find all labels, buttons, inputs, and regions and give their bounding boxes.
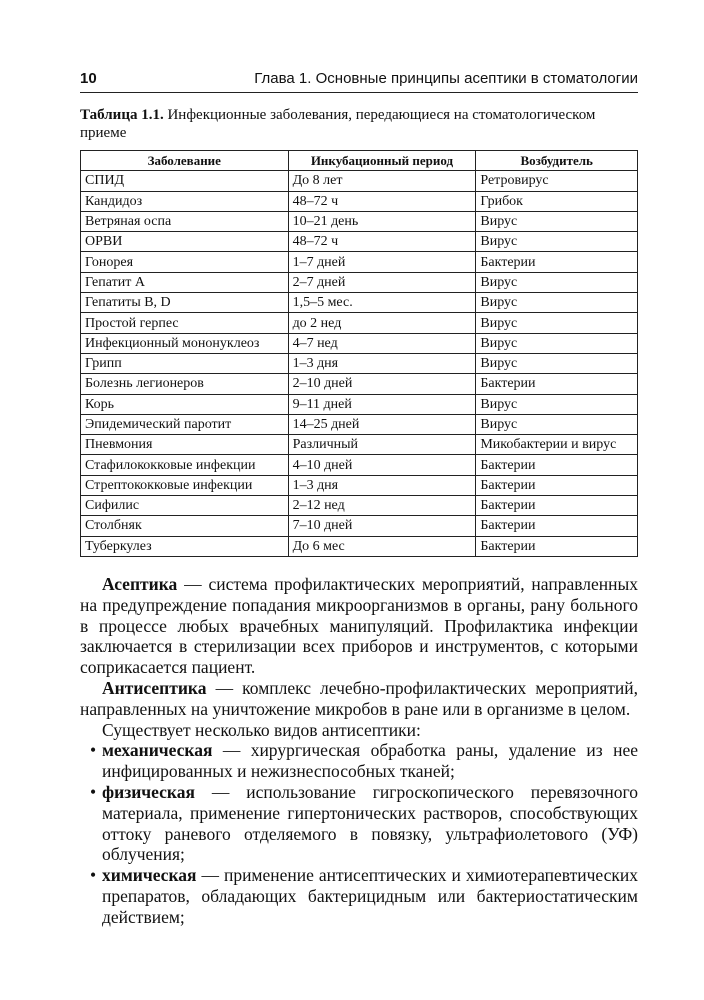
body-text	[80, 574, 638, 928]
asepsis-term: Асептика	[102, 574, 178, 594]
table-row	[81, 313, 638, 333]
cell-incubation: 1,5–5 мес.	[288, 293, 476, 313]
cell-pathogen: Вирус	[476, 293, 638, 313]
column-header-incubation: Инкубационный период	[288, 151, 476, 171]
types-intro: Существует несколько видов антисептики:	[102, 719, 421, 740]
cell-incubation: 9–11 дней	[288, 394, 476, 414]
bullet-icon: •	[90, 740, 97, 761]
cell-pathogen: Бактерии	[476, 374, 638, 394]
table-row	[81, 293, 638, 313]
cell-incubation: 48–72 ч	[288, 232, 476, 252]
table-row	[81, 211, 638, 231]
cell-incubation: 2–7 дней	[288, 272, 476, 292]
cell-incubation: 14–25 дней	[288, 414, 476, 434]
cell-disease: Корь	[81, 394, 289, 414]
cell-disease: ОРВИ	[81, 232, 289, 252]
cell-pathogen: Ретровирус	[476, 171, 638, 191]
cell-pathogen: Вирус	[476, 232, 638, 252]
type-description: — применение антисептических и химиотерапевтических препаратов, обладающих бактерицидным или бактериостатическим действием;	[102, 865, 638, 927]
cell-incubation: 1–3 дня	[288, 475, 476, 495]
diseases-table	[80, 150, 638, 557]
table-caption	[80, 106, 638, 142]
cell-pathogen: Бактерии	[476, 252, 638, 272]
page-number: 10	[80, 70, 97, 87]
cell-incubation: 4–7 нед	[288, 333, 476, 353]
table-row	[81, 496, 638, 516]
cell-pathogen: Микобактерии и вирус	[476, 435, 638, 455]
cell-disease: Гонорея	[81, 252, 289, 272]
table-row	[81, 191, 638, 211]
cell-incubation: 48–72 ч	[288, 191, 476, 211]
table-row	[81, 171, 638, 191]
type-description: — использование гигроскопического перевязочного материала, применение гипертонических растворов, способствующих оттоку раневого отделяемого в повязку, ультрафиолетового (УФ) облучения;	[102, 781, 638, 865]
table-row	[81, 333, 638, 353]
table-row	[81, 435, 638, 455]
cell-disease: Гепатиты В, D	[81, 293, 289, 313]
cell-pathogen: Бактерии	[476, 455, 638, 475]
asepsis-definition: — система профилактических мероприятий, направленных на предупреждение попадания микроорганизмов в органы, рану больного в процессе любых врачебных манипуляций. Профилактика инфекции заключается в стерилизации всех приборов и инструментов, с которыми соприкасается пациент.	[80, 574, 638, 678]
chapter-title: Глава 1. Основные принципы асептики в стоматологии	[254, 70, 638, 87]
cell-pathogen: Бактерии	[476, 516, 638, 536]
type-term: физическая	[102, 781, 195, 802]
cell-disease: Стрептококковые инфекции	[81, 475, 289, 495]
table-row	[81, 414, 638, 434]
cell-pathogen: Вирус	[476, 211, 638, 231]
asepsis-paragraph	[80, 574, 638, 678]
cell-pathogen: Вирус	[476, 353, 638, 373]
cell-disease: Ветряная оспа	[81, 211, 289, 231]
table-row	[81, 374, 638, 394]
antisepsis-definition: — комплекс лечебно-профилактических мероприятий, направленных на уничтожение микробов в ране или в организме в целом.	[80, 677, 638, 719]
antisepsis-paragraph	[80, 678, 638, 720]
bullet-icon: •	[90, 781, 97, 802]
cell-incubation: 1–3 дня	[288, 353, 476, 373]
bullet-icon: •	[90, 865, 97, 886]
cell-incubation: Различный	[288, 435, 476, 455]
list-item	[80, 740, 638, 782]
cell-disease: СПИД	[81, 171, 289, 191]
type-description: — хирургическая обработка раны, удаление из нее инфицированных и нежизнеспособных тканей;	[102, 740, 638, 782]
table-row	[81, 516, 638, 536]
cell-disease: Грипп	[81, 353, 289, 373]
cell-pathogen: Вирус	[476, 272, 638, 292]
type-term: механическая	[102, 740, 213, 761]
cell-disease: Туберкулез	[81, 536, 289, 556]
cell-incubation: 1–7 дней	[288, 252, 476, 272]
cell-incubation: 2–12 нед	[288, 496, 476, 516]
table-row	[81, 455, 638, 475]
column-header-disease: Заболевание	[81, 151, 289, 171]
table-caption-text: Инфекционные заболевания, передающиеся на стоматологическом приеме	[80, 107, 596, 141]
table-row	[81, 353, 638, 373]
cell-disease: Пневмония	[81, 435, 289, 455]
cell-disease: Эпидемический паротит	[81, 414, 289, 434]
cell-pathogen: Вирус	[476, 333, 638, 353]
cell-pathogen: Грибок	[476, 191, 638, 211]
cell-incubation: 2–10 дней	[288, 374, 476, 394]
table-body	[81, 171, 638, 557]
cell-disease: Гепатит А	[81, 272, 289, 292]
table-row	[81, 252, 638, 272]
cell-disease: Болезнь легионеров	[81, 374, 289, 394]
table-row	[81, 394, 638, 414]
table-caption-label: Таблица 1.1.	[80, 107, 164, 123]
cell-disease: Кандидоз	[81, 191, 289, 211]
cell-pathogen: Бактерии	[476, 496, 638, 516]
cell-disease: Столбняк	[81, 516, 289, 536]
running-header	[80, 70, 638, 93]
cell-pathogen: Вирус	[476, 313, 638, 333]
cell-incubation: до 2 нед	[288, 313, 476, 333]
column-header-pathogen: Возбудитель	[476, 151, 638, 171]
cell-pathogen: Вирус	[476, 394, 638, 414]
type-term: химическая	[102, 865, 197, 886]
cell-incubation: 4–10 дней	[288, 455, 476, 475]
table-header-row	[81, 151, 638, 171]
cell-incubation: 7–10 дней	[288, 516, 476, 536]
table-row	[81, 272, 638, 292]
cell-incubation: До 8 лет	[288, 171, 476, 191]
table-row	[81, 232, 638, 252]
cell-disease: Простой герпес	[81, 313, 289, 333]
table-row	[81, 475, 638, 495]
cell-disease: Стафилококковые инфекции	[81, 455, 289, 475]
antisepsis-types-list	[80, 740, 638, 927]
cell-pathogen: Бактерии	[476, 536, 638, 556]
cell-pathogen: Вирус	[476, 414, 638, 434]
antisepsis-term: Антисептика	[102, 677, 207, 698]
cell-disease: Инфекционный мононуклеоз	[81, 333, 289, 353]
list-item	[80, 782, 638, 865]
cell-pathogen: Бактерии	[476, 475, 638, 495]
table-row	[81, 536, 638, 556]
cell-incubation: До 6 мес	[288, 536, 476, 556]
cell-disease: Сифилис	[81, 496, 289, 516]
list-item	[80, 865, 638, 927]
cell-incubation: 10–21 день	[288, 211, 476, 231]
